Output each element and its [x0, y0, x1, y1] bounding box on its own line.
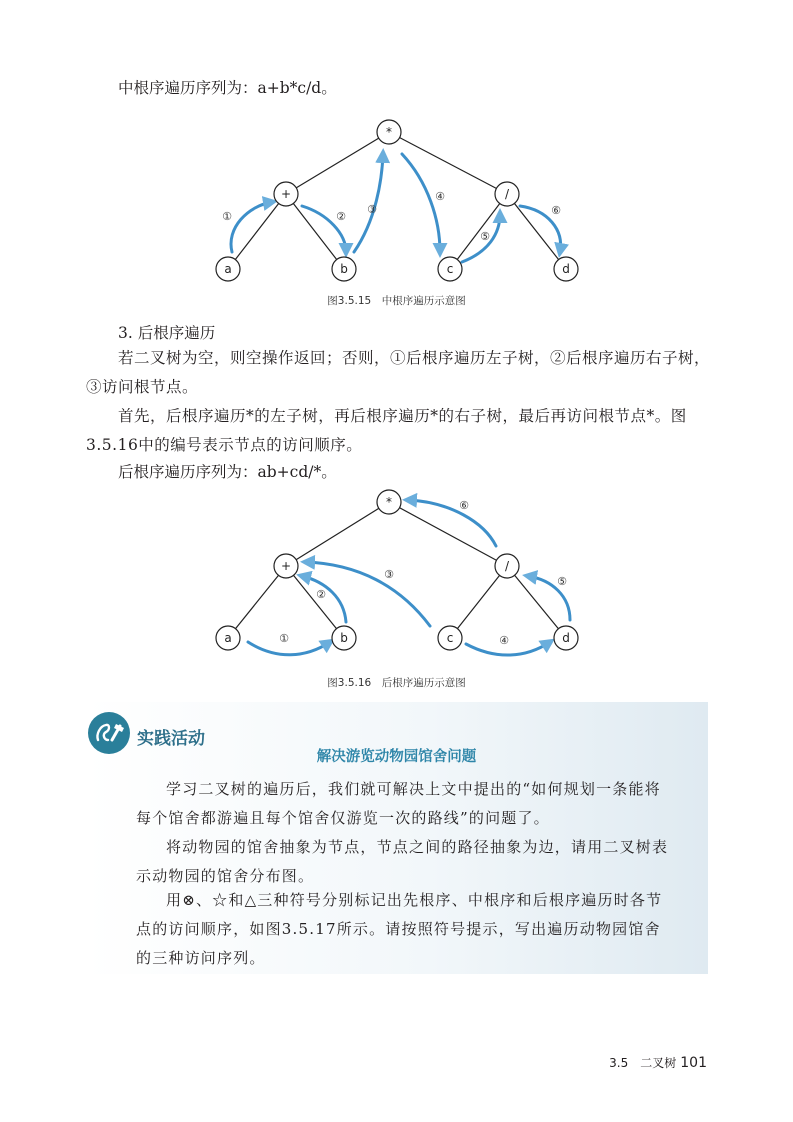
- traversal-arrows: [231, 154, 561, 262]
- node-label: a: [224, 262, 232, 276]
- step-label: ③: [367, 203, 377, 216]
- arrow-4: [402, 154, 440, 252]
- step-label: ⑥: [551, 204, 561, 217]
- inorder-diagram: [0, 110, 793, 310]
- activity-para-1: 学习二叉树的遍历后，我们就可解决上文中提出的“如何规划一条能将每个馆舍都游遍且每个馆舍仅游览一次的路线”的问题了。: [136, 780, 661, 827]
- arrow-6: [408, 500, 496, 546]
- tree-nodes: [216, 490, 578, 650]
- node-label: c: [446, 631, 454, 645]
- page-footer: [609, 1054, 707, 1071]
- step-label: ①: [279, 632, 289, 645]
- node-label: +: [280, 187, 292, 201]
- step-label: ③: [384, 568, 394, 581]
- tree-nodes: [216, 120, 578, 281]
- step-label: ②: [316, 588, 326, 601]
- step-label: ①: [222, 210, 232, 223]
- node-label: b: [340, 631, 348, 645]
- step-label: ⑤: [557, 575, 567, 588]
- traversal-arrows: [248, 500, 570, 655]
- node-label: *: [386, 125, 392, 139]
- activity-para-3: 用⊗、☆和△三种符号分别标记出先根序、中根序和后根序遍历时各节点的访问顺序，如图3.5.17所示。请按照符号提示，写出遍历动物园馆舍的三种访问序列。: [136, 891, 663, 967]
- postorder-diagram: [0, 480, 793, 670]
- node-label: /: [504, 559, 510, 573]
- page-number: 101: [680, 1055, 707, 1071]
- arrow-1: [248, 642, 330, 655]
- step-label: ⑥: [459, 499, 469, 512]
- step-label: ⑤: [480, 230, 490, 243]
- figure1-caption: 图3.5.15 中根序遍历示意图: [327, 295, 466, 307]
- postorder-result-line: 后根序遍历序列为：ab+cd/*。: [118, 463, 337, 481]
- node-label: +: [280, 559, 292, 573]
- step-label: ④: [499, 634, 509, 647]
- node-label: d: [562, 262, 570, 276]
- activity-subtitle: 解决游览动物园馆舍问题: [316, 749, 477, 765]
- step-label: ②: [336, 210, 346, 223]
- section-para-1: 若二叉树为空，则空操作返回；否则，①后根序遍历左子树，②后根序遍历右子树，③访问根节点。: [86, 349, 711, 396]
- node-label: d: [562, 631, 570, 645]
- section-heading: 3. 后根序遍历: [118, 324, 216, 342]
- node-label: b: [340, 262, 348, 276]
- step-label: ④: [435, 190, 445, 203]
- activity-para-2: 将动物园的馆舍抽象为节点，节点之间的路径抽象为边，请用二叉树表示动物园的馆舍分布图。: [136, 838, 669, 885]
- node-label: c: [446, 262, 454, 276]
- footer-section: 3.5 二叉树: [609, 1056, 677, 1070]
- figure2-caption: 图3.5.16 后根序遍历示意图: [327, 677, 466, 689]
- arrow-1: [231, 202, 272, 252]
- activity-title: 实践活动: [137, 729, 205, 749]
- section-para-2: 首先，后根序遍历*的左子树，再后根序遍历*的右子树，最后再访问根节点*。图3.5.16中的编号表示节点的访问顺序。: [86, 407, 687, 454]
- node-label: *: [386, 495, 392, 509]
- inorder-result-line: 中根序遍历序列为：a+b*c/d。: [118, 79, 337, 97]
- node-label: a: [224, 631, 232, 645]
- step-numbers: [279, 499, 567, 647]
- node-label: /: [504, 187, 510, 201]
